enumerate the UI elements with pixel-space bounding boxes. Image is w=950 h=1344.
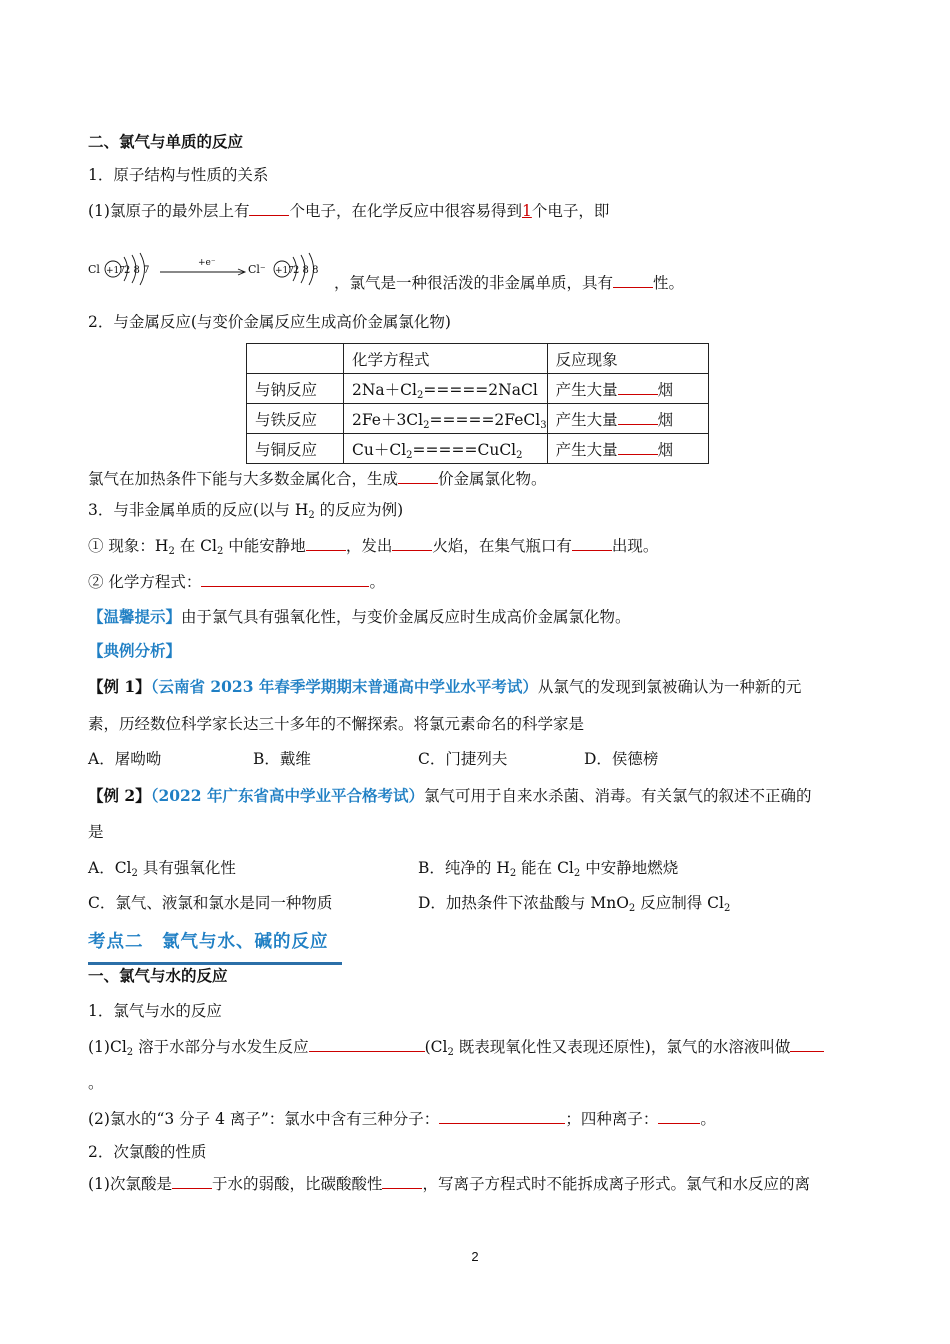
table-row: 与铁反应 $2Fe+3Cl_2=====2FeCl_3$ 产生大量 烟 — [247, 404, 709, 434]
ex2-option-d: D．加热条件下浓盐酸与 MnO$_2$ 反应制得 $Cl_2$ — [418, 894, 731, 914]
shells-ion: 2 8 8 — [293, 265, 319, 276]
s3-equation: ② 化学方程式： 。 — [88, 573, 385, 591]
atom-structure-diagram — [86, 245, 336, 295]
p2-1-title: 1．氯气与水的反应 — [88, 1002, 222, 1020]
section-1-title: 1．原子结构与性质的关系 — [88, 166, 269, 184]
nucleus-label: +17 — [106, 266, 125, 276]
point-2-heading: 考点二 氯气与水、碱的反应 — [88, 932, 329, 952]
section-heading: 二、氯气与单质的反应 — [88, 132, 244, 151]
arrow-label: +e⁻ — [198, 258, 216, 268]
shells-atom: 2 8 7 — [124, 265, 150, 276]
s2-note: 氯气在加热条件下能与大多数金属化合，生成 价金属氯化物。 — [88, 470, 547, 488]
table-header-row: 化学方程式 反应现象 — [247, 344, 709, 374]
ex2-option-a: A．$Cl_2$ 具有强氧化性 — [88, 859, 236, 879]
cl-symbol: Cl — [88, 263, 100, 276]
p2-subheading: 一、氯气与水的反应 — [88, 966, 228, 985]
s3-phenomenon: ① 现象：$H_2$ 在 $Cl_2$ 中能安静地 ，发出 火焰，在集气瓶口有 出现。 — [88, 537, 659, 557]
ex1-option-a: A．屠呦呦 — [88, 750, 162, 768]
s1-line2: ，氯气是一种很活泼的非金属单质，具有 性。 — [334, 274, 685, 292]
tip: 【温馨提示】由于氯气具有强氧化性，与变价金属反应时生成高价金属氯化物。 — [88, 607, 631, 626]
example-2-line2: 是 — [88, 823, 104, 841]
section-2-title: 2．与金属反应(与变价金属反应生成高价金属氯化物) — [88, 313, 451, 331]
p2-3-line: (1)次氯酸是 于水的弱酸，比碳酸酸性 ，写离子方程式时不能拆成离子形式。氯气和水反应的离 — [88, 1175, 810, 1193]
heading-underline — [88, 962, 342, 965]
example-1-line1: 【例 1】（云南省 2023 年春季学期期末普通高中学业水平考试）从氯气的发现到氯被确认为一种新的元 — [88, 677, 802, 696]
p2-1-end: 。 — [88, 1074, 104, 1092]
example-2-line1: 【例 2】（2022 年广东省高中学业平合格考试）氯气可用于自来水杀菌、消毒。有关氯气的叙述不正确的 — [88, 786, 812, 805]
cl-ion-symbol: Cl⁻ — [248, 263, 266, 276]
ex2-option-b: B．纯净的 $H_2$ 能在 $Cl_2$ 中安静地燃烧 — [418, 859, 679, 879]
ex2-option-c: C．氯气、液氯和氯水是同一种物质 — [88, 894, 333, 912]
table-row: 与钠反应 $2Na+Cl_2=====2NaCl$ 产生大量 烟 — [247, 374, 709, 404]
section-3-title: 3．与非金属单质的反应(以与 $H_2$ 的反应为例) — [88, 501, 404, 521]
ex1-option-b: B．戴维 — [253, 750, 311, 768]
p2-1-line: $(1)Cl_2$ 溶于水部分与水发生反应 ($Cl_2$ 既表现氧化性又表现还原性)，氯气的水溶液叫做 — [88, 1037, 824, 1057]
table-row: 与铜反应 $Cu+Cl_2=====CuCl_2$ 产生大量 烟 — [247, 434, 709, 464]
nucleus-label-ion: +17 — [275, 266, 294, 276]
page-number: 2 — [471, 1249, 479, 1264]
ex1-option-d: D．侯德榜 — [584, 750, 659, 768]
blank — [613, 273, 653, 288]
p2-3-title: 2．次氯酸的性质 — [88, 1143, 207, 1161]
example-1-line2: 素，历经数位科学家长达三十多年的不懈探索。将氯元素命名的科学家是 — [88, 715, 585, 733]
metal-reaction-table — [246, 343, 709, 464]
p2-2-line: (2)氯水的“3 分子 4 离子”：氯水中含有三种分子： ；四种离子： 。 — [88, 1110, 716, 1128]
example-label: 【典例分析】 — [88, 641, 182, 660]
ex1-option-c: C．门捷列夫 — [418, 750, 508, 768]
s1-line1: (1)氯原子的最外层上有 个电子，在化学反应中很容易得到1个电子，即 — [88, 202, 610, 220]
blank — [249, 201, 289, 216]
